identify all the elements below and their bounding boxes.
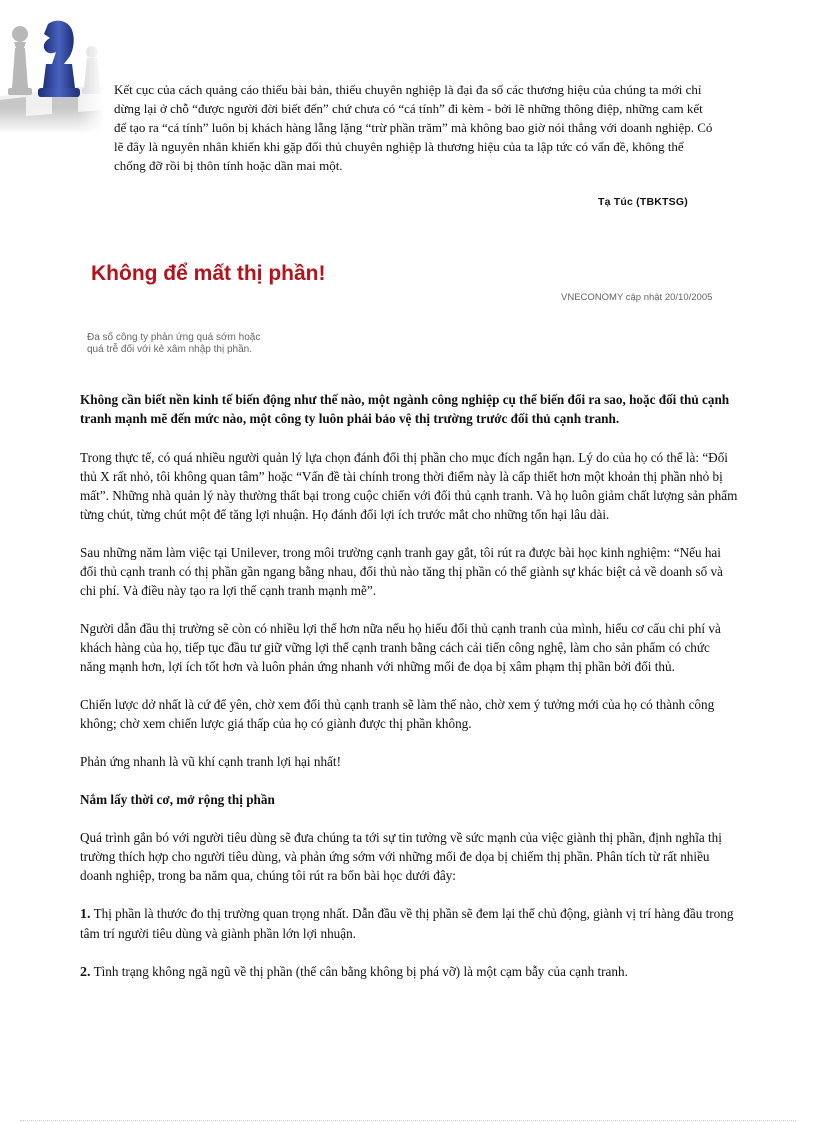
page-bottom-divider	[20, 1120, 796, 1121]
intro-paragraph: Kết cục của cách quảng cáo thiếu bài bản, thiếu chuyên nghiệp là đại đa số các thương hiệu của chúng ta mới chỉ dừng lại ở chỗ “được người đời biết đến” chứ chưa có “cá tính” đi kèm - bởi lẽ những thông điệp, những cam kết để tạo ra “cá tính” luôn bị khách hàng lẵng lặng “trừ phần trăm” mà không bao giờ nói thẳng với doanh nghiệp. Có lẽ đây là nguyên nhân khiến khi gặp đối thủ chuyên nghiệp là thương hiệu của ta lập tức có vấn đề, không thể chống đỡ rồi bị thôn tính hoặc dần mai một.	[114, 82, 713, 173]
article-paragraph: Phản ứng nhanh là vũ khí cạnh tranh lợi hại nhất!	[80, 754, 341, 769]
article-title: Không để mất thị phần!	[91, 262, 326, 285]
article-lead: Không cần biết nền kinh tế biến động như thế nào, một ngành công nghiệp cụ thể biến đổi ra sao, hoặc đối thủ cạnh tranh mạnh mẽ đến mức nào, một công ty luôn phải bảo vệ thị trường trước đối thủ cạnh tranh.	[80, 392, 730, 426]
article-paragraph: Trong thực tế, có quá nhiều người quản lý lựa chọn đánh đổi thị phần cho mục đích ngắn hạn. Lý do của họ có thể là: “Đối thủ X rất nhỏ, tôi không quan tâm” hoặc “Vấn đề tài chính trong thời điểm này là cấp thiết hơn một khoản thị phần nhỏ bị mất”. Những nhà quản lý này thường thất bại trong cuộc chiến với đối thủ cạnh tranh. Và họ luôn giảm chất lượng sản phẩm từng chút, từng chút một để tăng lợi nhuận. Họ đánh đổi lợi ích trước mắt cho những tổn hại lâu dài.	[80, 450, 738, 522]
article-body	[80, 390, 738, 1001]
image-caption: Đa số công ty phản ứng quá sớm hoặc quá trễ đối với kẻ xâm nhập thị phần.	[87, 332, 261, 355]
article-paragraph: Chiến lược dở nhất là cứ để yên, chờ xem đối thủ cạnh tranh sẽ làm thế nào, chờ xem ý tưởng mới của họ có thành công không; chờ xem chiến lược giá thấp của họ có giành được thị phần không.	[80, 697, 715, 731]
list-item-number: 1.	[80, 907, 91, 922]
list-item-text: Thị phần là thước đo thị trường quan trọng nhất. Dẫn đầu về thị phần sẽ đem lại thế chủ động, giành vị trí hàng đầu trong tâm trí người tiêu dùng và giành phần lớn lợi nhuận.	[80, 906, 734, 941]
section-heading: Nắm lấy thời cơ, mở rộng thị phần	[80, 792, 275, 807]
article-paragraph: Sau những năm làm việc tại Unilever, trong môi trường cạnh tranh gay gắt, tôi rút ra được bài học kinh nghiệm: “Nếu hai đối thủ cạnh tranh có thị phần gần ngang bằng nhau, đối thủ nào tăng thị phần có thể giành sự khác biệt cả về doanh số và chi phí. Và điều này tạo ra lợi thế cạnh tranh mạnh mẽ”.	[80, 545, 723, 598]
article-paragraph: Người dẫn đầu thị trường sẽ còn có nhiều lợi thế hơn nữa nếu họ hiểu đối thủ cạnh tranh của mình, hiểu cơ cấu chi phí và khách hàng của họ, tiếp tục đầu tư giữ vững lợi thế cạnh tranh bằng cách cải tiến công nghệ, làm cho sản phẩm có chức năng mạnh hơn, lợi ích tốt hơn và luôn phản ứng nhanh với những mối đe dọa bị xâm phạm thị phần bởi đối thủ.	[80, 621, 721, 674]
chess-knight-icon	[0, 4, 104, 134]
list-item	[80, 904, 738, 943]
list-item-text: Tình trạng không ngã ngũ về thị phần (thế cân bằng không bị phá vỡ) là một cạm bẫy của cạnh tranh.	[93, 964, 628, 979]
article-paragraph: Quá trình gắn bó với người tiêu dùng sẽ đưa chúng ta tới sự tin tưởng về sức mạnh của việc giành thị phần, định nghĩa thị trường thích hợp cho người tiêu dùng, và phản ứng sớm với những mối đe dọa bị chiếm thị phần. Phân tích từ rất nhiều doanh nghiệp, trong ba năm qua, chúng tôi rút ra bốn bài học dưới đây:	[80, 830, 722, 883]
article-source: VNECONOMY cập nhật 20/10/2005	[561, 292, 713, 303]
list-item-number: 2.	[80, 965, 91, 980]
list-item	[80, 962, 738, 982]
intro-author: Tạ Túc (TBKTSG)	[598, 196, 688, 208]
